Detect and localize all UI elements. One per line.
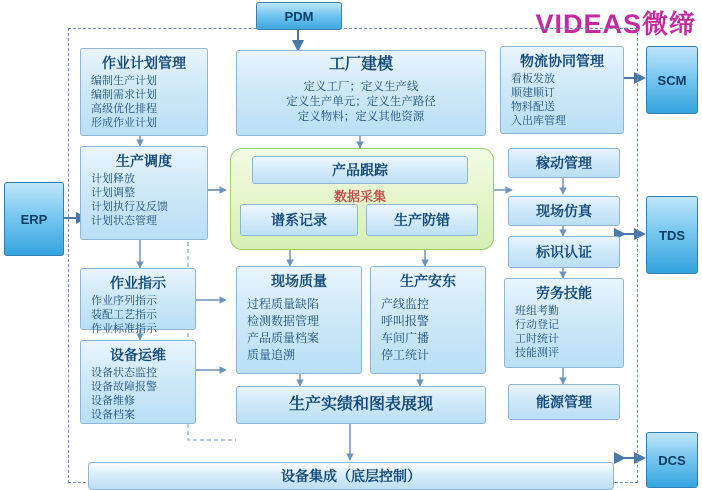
module-andon-title: 生产安东 xyxy=(400,273,456,289)
external-system-erp[interactable]: ERP xyxy=(4,182,64,256)
module-oee-title: 稼动管理 xyxy=(536,155,592,171)
module-quality[interactable] xyxy=(236,266,362,374)
list-item: 设备故障报警 xyxy=(91,381,157,393)
list-item: 停工统计 xyxy=(381,348,430,362)
list-item: 定义物料；定义其他资源 xyxy=(297,111,425,123)
external-system-tds[interactable]: TDS xyxy=(646,196,698,274)
list-item: 检测数据管理 xyxy=(247,314,320,328)
list-item: 计划执行及反馈 xyxy=(91,201,168,213)
list-item: 计划状态管理 xyxy=(91,215,157,227)
module-labor[interactable] xyxy=(504,278,624,368)
module-quality-items xyxy=(237,296,361,364)
label-data-collection: 数据采集 xyxy=(333,189,386,204)
module-andon[interactable] xyxy=(370,266,486,374)
external-system-scm[interactable]: SCM xyxy=(646,46,698,114)
list-item: 定义工厂；定义生产线 xyxy=(303,81,419,93)
list-item: 物料配送 xyxy=(511,101,555,113)
module-logistics[interactable] xyxy=(500,46,624,134)
list-item: 看板发放 xyxy=(511,73,555,85)
module-scheduling[interactable] xyxy=(80,146,208,240)
list-item: 车间广播 xyxy=(381,331,430,345)
module-performance-title: 生产实绩和图表展现 xyxy=(288,396,433,413)
module-oee[interactable] xyxy=(508,148,620,178)
module-labor-title: 劳务技能 xyxy=(536,285,592,301)
list-item: 设备状态监控 xyxy=(91,367,157,379)
brand-cn: 微缔 xyxy=(641,9,696,39)
list-item: 呼叫报警 xyxy=(381,314,430,328)
external-system-dcs[interactable]: DCS xyxy=(646,432,698,488)
module-logistics-items xyxy=(501,72,623,128)
list-item: 产线监控 xyxy=(381,297,430,311)
brand-latin: VIDEAS xyxy=(535,9,642,39)
module-identification-title: 标识认证 xyxy=(536,244,592,260)
module-error-proofing[interactable]: 生产防错 xyxy=(366,204,478,236)
module-scheduling-items xyxy=(81,172,207,228)
module-andon-items xyxy=(371,296,485,364)
list-item: 作业序列指示 xyxy=(91,295,157,307)
module-genealogy[interactable]: 谱系记录 xyxy=(240,204,358,236)
list-item: 技能测评 xyxy=(515,347,559,359)
module-instruction-items xyxy=(81,294,195,336)
external-system-pdm[interactable]: PDM xyxy=(256,2,342,30)
list-item: 高级优化排程 xyxy=(91,103,157,115)
module-factory-model[interactable] xyxy=(236,50,486,136)
list-item: 计划调整 xyxy=(91,187,135,199)
list-item: 装配工艺指示 xyxy=(91,309,157,321)
list-item: 编制需求计划 xyxy=(91,89,157,101)
list-item: 设备档案 xyxy=(91,409,135,421)
list-item: 形成作业计划 xyxy=(91,117,157,129)
module-plan[interactable] xyxy=(80,48,208,136)
list-item: 班组考勤 xyxy=(515,305,559,317)
list-item: 顺建顺订 xyxy=(511,87,555,99)
list-item: 编制生产计划 xyxy=(91,75,157,87)
list-item: 行动登记 xyxy=(515,319,559,331)
module-equipment-title: 设备运维 xyxy=(110,347,166,363)
module-logistics-title: 物流协同管理 xyxy=(520,53,604,69)
module-equipment-integration[interactable]: 设备集成（底层控制） xyxy=(88,462,614,490)
list-item: 工时统计 xyxy=(515,333,559,345)
module-quality-title: 现场质量 xyxy=(271,273,327,289)
module-equipment-items xyxy=(81,366,195,422)
module-factory-model-items xyxy=(237,80,485,125)
module-plan-title: 作业计划管理 xyxy=(102,55,186,71)
list-item: 定义生产单元；定义生产路径 xyxy=(286,96,436,108)
list-item: 产品质量档案 xyxy=(247,331,320,345)
module-simulation-title: 现场仿真 xyxy=(536,203,592,219)
module-instruction-title: 作业指示 xyxy=(110,275,166,291)
module-factory-model-title: 工厂建模 xyxy=(328,56,393,73)
module-product-tracking[interactable]: 产品跟踪 xyxy=(252,156,468,184)
list-item: 作业标准指示 xyxy=(91,323,157,335)
module-energy[interactable] xyxy=(508,384,620,420)
module-plan-items xyxy=(81,74,207,130)
list-item: 设备维修 xyxy=(91,395,135,407)
list-item: 入出库管理 xyxy=(511,115,566,127)
list-item: 质量追溯 xyxy=(247,348,296,362)
module-simulation[interactable] xyxy=(508,196,620,226)
module-identification[interactable] xyxy=(508,236,620,268)
module-performance[interactable] xyxy=(236,386,486,424)
module-scheduling-title: 生产调度 xyxy=(116,153,172,169)
module-equipment[interactable] xyxy=(80,340,196,424)
list-item: 过程质量缺陷 xyxy=(247,297,320,311)
module-energy-title: 能源管理 xyxy=(536,394,592,410)
module-labor-items xyxy=(505,304,623,360)
module-instruction[interactable] xyxy=(80,268,196,335)
list-item: 计划释放 xyxy=(91,173,135,185)
